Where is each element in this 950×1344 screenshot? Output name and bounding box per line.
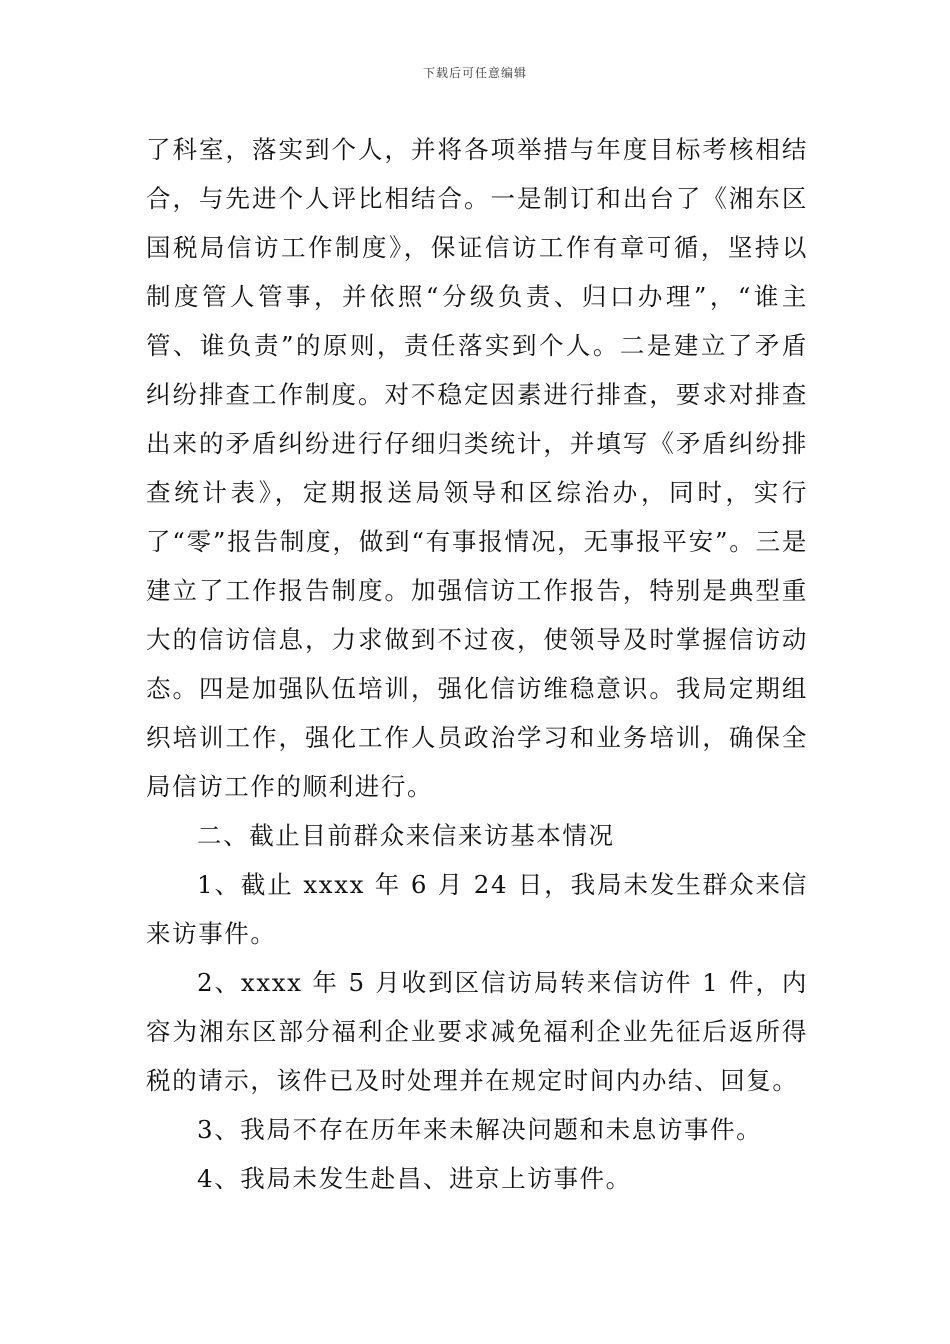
list-item-1: 1、截止 xxxx 年 6 月 24 日，我局未发生群众来信来访事件。 — [146, 870, 808, 948]
list-item-2: 2、xxxx 年 5 月收到区信访局转来信访件 1 件，内容为湘东区部分福利企业要求减免福利企业先征后返所得税的请示，该件已及时处理并在规定时间内办结、回复。 — [146, 968, 808, 1095]
paragraph-work-measures: 了科室，落实到个人，并将各项举措与年度目标考核相结合，与先进个人评比相结合。一是制订和出台了《湘东区国税局信访工作制度》，保证信访工作有章可循，坚持以制度管人管事，并依照“分级负责、归口办理”，“谁主管、谁负责”的原则，责任落实到个人。二是建立了矛盾纠纷排查工作制度。对不稳定因素进行排查，要求对排查出来的矛盾纠纷进行仔细归类统计，并填写《矛盾纠纷排查统计表》，定期报送局领导和区综治办，同时，实行了“零”报告制度，做到“有事报情况，无事报平安”。三是建立了工作报告制度。加强信访工作报告，特别是典型重大的信访信息，力求做到不过夜，使领导及时掌握信访动态。四是加强队伍培训，强化信访维稳意识。我局定期组织培训工作，强化工作人员政治学习和业务培训，确保全局信访工作的顺利进行。 — [146, 135, 808, 801]
document-body — [146, 125, 808, 1203]
list-item-3: 3、我局不存在历年来未解决问题和未息访事件。 — [197, 1115, 763, 1144]
page-header-note: 下载后可任意编辑 — [422, 66, 527, 80]
section-heading-visits: 二、截止目前群众来信来访基本情况 — [197, 821, 615, 850]
list-item-4: 4、我局未发生赴昌、进京上访事件。 — [197, 1164, 632, 1193]
